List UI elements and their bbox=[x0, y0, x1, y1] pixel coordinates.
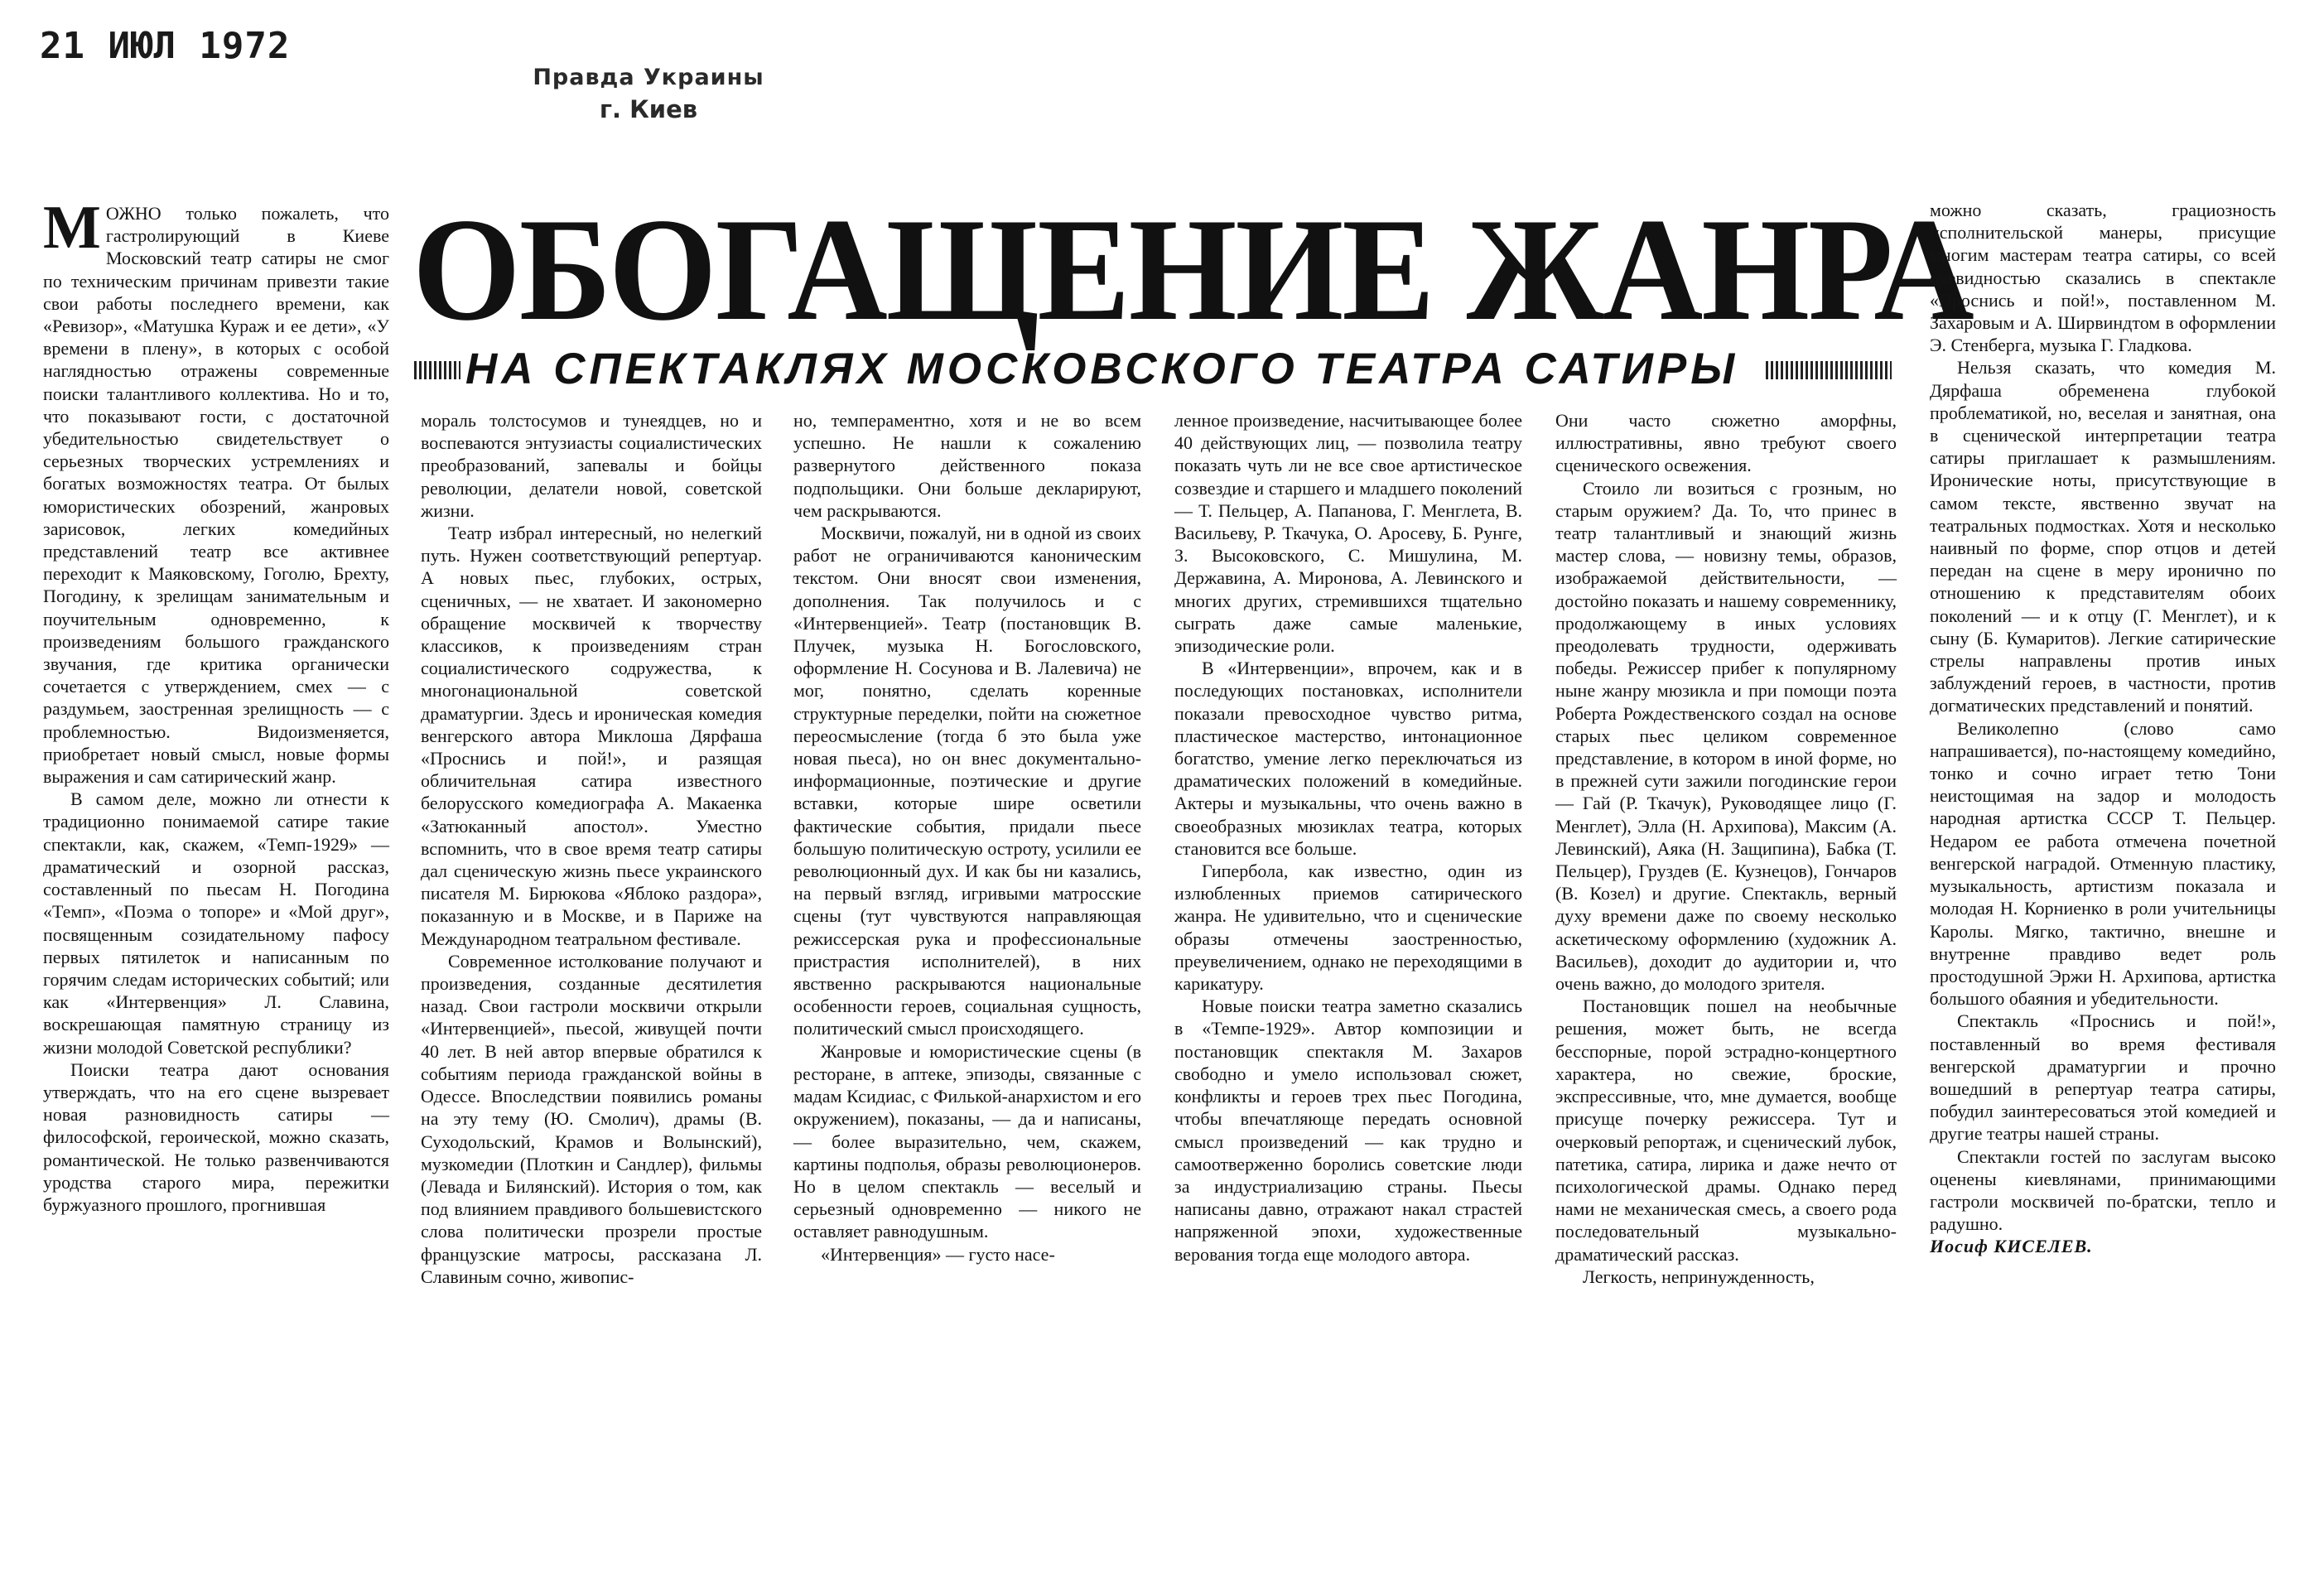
article-paragraph: можно сказать, грациозность исполнительской манеры, присущие многим мастерам театра сатиры, со всей очевидностью сказались в спектакле «Проснись и пой!», поставленном М. Захаровым и А. Ширвиндтом в оформлении Э. Стенберга, музыка Г. Гладкова. bbox=[1930, 200, 2276, 356]
article-paragraph: «Интервенция» — густо насе- bbox=[821, 1243, 1055, 1265]
drop-cap: М bbox=[43, 194, 101, 262]
article-paragraph: Великолепно (слово само напрашивается), по-настоящему комедийно, тонко и сочно играет тетю Тони неистощимая на задор и молодость народная артистка СССР Т. Пельцер. Недаром ее работа отмечена почетной венгерской наградой. Отменную пластику, музыкальность, артистизм показала и молодая Н. Корниенко в роли учительницы Каролы. Мягко, тактично, внешне и внутренне правдиво ведет роль простодушной Эржи Н. Архипова, артистка большого обаяния и убедительности. bbox=[1930, 717, 2276, 1010]
article-paragraph bbox=[43, 194, 389, 788]
subhead-rule-left bbox=[414, 361, 460, 379]
article-column-4 bbox=[1174, 409, 1522, 1266]
article-paragraph: Новые поиски театра заметно сказались в «Темпе-1929». Автор композиции и постановщик спектакля М. Захаров свободно и умело использовал сюжет, конфликты и героев трех пьес Погодина, чтобы впечатляюще передать основной смысл произведений — как трудно и самоотверженно боролись советские люди за индустриализацию страны. Пьесы написаны давно, отражают накал страстей напряженной эпохи, художественные верования тогда еще молодого автора. bbox=[1174, 996, 1522, 1265]
article-paragraph: Легкость, непринужденность, bbox=[1583, 1266, 1815, 1287]
article-column-1 bbox=[43, 194, 389, 1216]
subhead-rule-right bbox=[1766, 361, 1892, 379]
article-paragraph: Постановщик пошел на необычные решения, может быть, не всегда бесспорные, порой эстрадно-концертного характера, но свежие, броские, экспрессивные, что, мне думается, вообще присуще почерку режиссера. Тут и очерковый репортаж, и сценический лубок, патетика, сатира, лирика и даже нечто от психологической драмы. Однако перед нами не механическая смесь, а своего рода последовательный музыкально-драматический рассказ. bbox=[1555, 996, 1897, 1265]
article-headline: ОБОГАЩЕНИЕ ЖАНРА bbox=[412, 187, 1973, 351]
article-column-6 bbox=[1930, 199, 2276, 1258]
article-paragraph: Жанровые и юмористические сцены (в ресторане, в аптеке, эпизоды, связанные с мадам Ксидиас, с Филькой-анархистом и его окружением), показаны, — да и написаны, — более выразительно, чем, скажем, картины подполья, образы революционеров. Но в целом спектакль — веселый и серьезный одновременно — никого не оставляет равнодушным. bbox=[793, 1040, 1141, 1242]
article-paragraph: но, темпераментно, хотя и не во всем успешно. Не нашли к сожалению развернутого действенного показа подпольщики. Они больше декларируют, чем раскрываются. bbox=[793, 410, 1141, 521]
article-paragraph: Москвичи, пожалуй, ни в одной из своих работ не ограничиваются каноническим текстом. Они вносят свои изменения, дополнения. Так получилось и с «Интервенцией». Театр (постановщик В. Плучек, музыка Н. Богословского, оформление Н. Сосунова и В. Лалевича) не мог, понятно, сделать коренные структурные переделки, пойти на сюжетное переосмысление (тогда б это была уже новая пьеса), но он внес документально-информационные, поэтические и другие вставки, которые шире осветили фактические события, придали пьесе большую политическую остроту, усилили ее революционный дух. И как бы ни казались, на первый взгляд, игривыми матросские сцены (тут чувствуются направляющая режиссерская рука и профессиональные пристрастия исполнителей), в них явственно раскрываются национальные особенности героев, социальная сущность, политический смысл происходящего. bbox=[793, 523, 1141, 1039]
newspaper-name: Правда Украины bbox=[533, 65, 764, 90]
article-paragraph: Они часто сюжетно аморфны, иллюстративны, явно требуют своего сценического освежения. bbox=[1555, 410, 1897, 476]
article-paragraph: Стоило ли возиться с грозным, но старым оружием? Да. То, что принес в театр талантливый и знающий жизнь мастер слова, — новизну темы, образов, изображаемой действительности, — достойно показать и нашему современнику, продолжающему в иных условиях преодолевать трудности, одерживать победы. Режиссер прибег к популярному ныне жанру мюзикла и при помощи поэта Роберта Рождественского создал на основе старых пьес целиком современное представление, в котором в иной форме, но в прежней сути зажили погодинские герои — Гай (Р. Ткачук), Руководящее лицо (Г. Менглет), Элла (Н. Архипова), Максим (А. Левинский), Аяка (Н. Защипина), Бабка (Т. Пельцер), Груздев (Е. Кузнецов), Гончаров (В. Козел) и другие. Спектакль, верный духу времени даже по своему несколько аскетическому оформлению (художник А. Васильев), доходит до аудитории и, что очень важно, до молодого зрителя. bbox=[1555, 477, 1897, 995]
article-paragraph: В «Интервенции», впрочем, как и в последующих постановках, исполнители показали превосходное чувство ритма, пластическое мастерство, интонационное богатство, умение легко переключаться из драматических положений в комедийные. Актеры и музыкальны, что очень важно в своеобразных мюзиклах театра, которых становится все больше. bbox=[1174, 658, 1522, 859]
article-paragraph: ленное произведение, насчитывающее более 40 действующих лиц, — позволила театру показать чуть ли не все свое артистическое созвездие и старшего и младшего поколений — Т. Пельцер, А. Папанова, Г. Менглета, В. Васильеву, Р. Ткачука, О. Аросеву, Б. Рунге, З. Высоковского, С. Мишулина, М. Державина, А. Миронова, А. Левинского и многих других, стремившихся тщательно сыграть даже самые маленькие, эпизодические роли. bbox=[1174, 410, 1522, 657]
article-paragraph: Поиски театра дают основания утверждать, что на его сцене вызревает новая разновидность сатиры — философской, героической, можно сказать, романтической. Не только развенчиваются уродства старого мира, пережитки буржуазного прошлого, прогнившая bbox=[43, 1058, 389, 1215]
city-name: г. Киев bbox=[599, 95, 698, 123]
author-signature: Иосиф КИСЕЛЕВ. bbox=[1930, 1236, 2093, 1257]
article-column-5 bbox=[1555, 409, 1897, 1288]
article-paragraph: Спектакль «Проснись и пой!», поставленный во время фестиваля венгерской драматургии и прочно вошедший в репертуар театра сатиры, побудил заинтересоваться этой комедией и другие театры нашей страны. bbox=[1930, 1010, 2276, 1145]
article-paragraph: Гипербола, как известно, один из излюбленных приемов сатирического жанра. Не удивительно, что и сценические образы отмечены заостренностью, преувеличением, однако не переходящими в карикатуру. bbox=[1174, 861, 1522, 995]
article-column-2 bbox=[421, 409, 762, 1288]
article-paragraph: Нельзя сказать, что комедия М. Дярфаша обременена глубокой проблематикой, но, веселая и занятная, она в сценической интерпретации театра сатиры приглашает к размышлениям. Иронические ноты, присутствующие в самом тексте, явственно звучат на театральных подмостках. Хотя и несколько наивный по форме, спор отцов и детей передан на сцене в меру иронично по отношению к представителям обоих поколений — и к отцу (Г. Менглет), и к сыну (Б. Кумаритов). Легкие сатирические стрелы направлены против иных заблуждений героев, в частности, против догматических представлений и понятий. bbox=[1930, 357, 2276, 716]
paragraph-text: ОЖНО только пожалеть, что гастролирующий в Киеве Московский театр сатиры не смог по техническим причинам привезти такие свои работы последнего времени, как «Ревизор», «Матушка Кураж и ее дети», «У времени в плену», в которых с особой наглядностью отражены современные поиски талантливого коллектива. Но и то, что показывают гости, с достаточной убедительностью свидетельствует о серьезных творческих устремлениях и богатых возможностях театра. От былых юмористических обозрений, жанровых зарисовок, легких комедийных представлений театр все активнее переходит к Маяковскому, Гоголю, Брехту, Погодину, к зрелищам занимательным и поучительным одновременно, к произведениям большого гражданского звучания, где критика органически сочетается с утверждением, смех — с раздумьем, заостренная зрелищность — с проблемностью. Видоизменяется, приобретает новый смысл, новые формы выражения и сам сатирический жанр. bbox=[43, 203, 389, 788]
article-paragraph: мораль толстосумов и тунеядцев, но и воспеваются энтузиасты социалистических преобразований, запевалы и бойцы революции, делатели новой, советской жизни. bbox=[421, 410, 762, 521]
article-paragraph: Современное истолкование получают и произведения, созданные десятилетия назад. Свои гастроли москвичи открыли «Интервенцией», пьесой, живущей почти 40 лет. В ней автор впервые обратился к событиям периода гражданской войны в Одессе. Впоследствии появились романы на эту тему (Ю. Смолич), драмы (В. Суходольский, Крамов и Волынский), музкомедии (Плоткин и Сандлер), фильмы (Левада и Билянский). История о том, как под влиянием правдивого большевистского слова политически прозрели простые французские матросы, рассказана Л. Славиным сочно, живопис- bbox=[421, 950, 762, 1287]
source-stamp bbox=[520, 65, 777, 123]
article-paragraph: Спектакли гостей по заслугам высоко оценены киевлянами, принимающими гастроли москвичей по-братски, тепло и радушно. bbox=[1930, 1145, 2276, 1235]
article-paragraph: В самом деле, можно ли отнести к традиционно понимаемой сатире такие спектакли, как, скажем, «Темп-1929» — драматический и озорной рассказ, составленный по пьесам Н. Погодина «Темп», «Поэма о топоре» и «Мой друг», посвященным созидательному пафосу первых пятилеток и написанным по горячим следам исторических событий; или как «Интервенция» Л. Славина, воскрешающая памятную страницу из жизни молодой Советской республики? bbox=[43, 788, 389, 1058]
article-paragraph: Театр избрал интересный, но нелегкий путь. Нужен соответствующий репертуар. А новых пьес, глубоких, острых, сценичных, — не хватает. И закономерно обращение москвичей к творчеству классиков, к произведениям стран социалистического содружества, к многонациональной советской драматургии. Здесь и ироническая комедия венгерского автора Миклоша Дярфаша «Проснись и пой!», и разящая обличительная сатира известного белорусского комедиографа А. Макаенка «Затюканный апостол». Уместно вспомнить, что в свое время театр сатиры дал сценическую жизнь пьесе украинского писателя М. Бирюкова «Яблоко раздора», показанную и в Москве, и в Париже на Международном театральном фестивале. bbox=[421, 523, 762, 949]
date-stamp: 21 ИЮЛ 1972 bbox=[40, 25, 291, 67]
article-subhead: НА СПЕКТАКЛЯХ МОСКОВСКОГО ТЕАТРА САТИРЫ bbox=[465, 345, 1739, 393]
article-column-3 bbox=[793, 409, 1141, 1266]
